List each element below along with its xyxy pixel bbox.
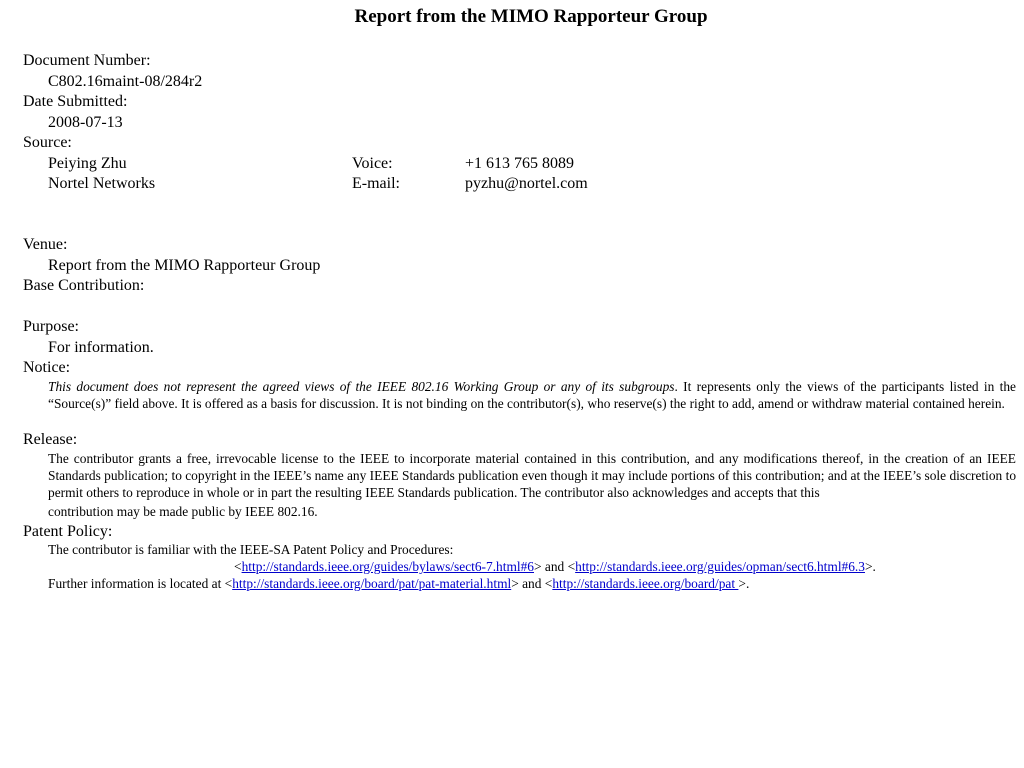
voice-value: +1 613 765 8089 (465, 155, 575, 172)
further-prefix: Further information is located at < (48, 576, 233, 591)
board-pat-link[interactable]: http://standards.ieee.org/board/pat (552, 576, 739, 591)
email-label: E-mail: (352, 175, 400, 192)
lt-symbol: < (234, 559, 242, 574)
and-separator: > and < (534, 559, 576, 574)
document-number-value: C802.16maint-08/284r2 (48, 73, 203, 90)
and-separator-2: > and < (511, 576, 553, 591)
patent-policy-links-line (234, 559, 876, 575)
notice-rest-text: . It represents only the views of the participants listed in the “Source(s)” field above. It is offered as a basis for discussion. It is not binding on the contributor(s), who reserve(s) the right to add, amend or withdraw material contained herein. (48, 379, 1016, 411)
notice-italic-text: This document does not represent the agreed views of the IEEE 802.16 Working Group or any of its subgroups (48, 379, 675, 394)
patent-policy-intro: The contributor is familiar with the IEEE-SA Patent Policy and Procedures: (48, 542, 454, 557)
email-value: pyzhu@nortel.com (465, 175, 588, 192)
notice-label: Notice: (23, 359, 71, 376)
source-label: Source: (23, 134, 72, 151)
further-info-line (48, 576, 749, 592)
date-submitted-label: Date Submitted: (23, 93, 128, 110)
venue-value: Report from the MIMO Rapporteur Group (48, 257, 321, 274)
purpose-value: For information. (48, 339, 154, 356)
end-separator-2: >. (738, 576, 750, 591)
pat-material-link[interactable]: http://standards.ieee.org/board/pat/pat-material.html (232, 576, 512, 591)
patent-policy-label: Patent Policy: (23, 523, 113, 540)
source-org: Nortel Networks (48, 175, 156, 192)
bylaws-link[interactable]: http://standards.ieee.org/guides/bylaws/sect6-7.html#6 (241, 559, 534, 574)
base-contribution-label: Base Contribution: (23, 277, 145, 294)
venue-label: Venue: (23, 236, 68, 253)
release-text-last: contribution may be made public by IEEE 802.16. (48, 504, 318, 519)
opman-link[interactable]: http://standards.ieee.org/guides/opman/sect6.html#6.3 (575, 559, 865, 574)
page-title: Report from the MIMO Rapporteur Group (354, 6, 708, 27)
end-separator: >. (864, 559, 876, 574)
date-submitted-value: 2008-07-13 (48, 114, 123, 131)
purpose-label: Purpose: (23, 318, 79, 335)
release-text: The contributor grants a free, irrevocable license to the IEEE to incorporate material contained in this contribution, and any modifications thereof, in the creation of an IEEE Standards publication; to copyright in the IEEE’s name any IEEE Standards publication even though it may include portions of this contribution; and at the IEEE’s sole discretion to permit others to reproduce in whole or in part the resulting IEEE Standards publication. The contributor also acknowledges and accepts that this (48, 451, 1017, 500)
notice-text (48, 378, 1016, 412)
document-number-label: Document Number: (23, 52, 151, 69)
voice-label: Voice: (352, 155, 393, 172)
release-label: Release: (23, 431, 78, 448)
source-name: Peiying Zhu (48, 155, 127, 172)
